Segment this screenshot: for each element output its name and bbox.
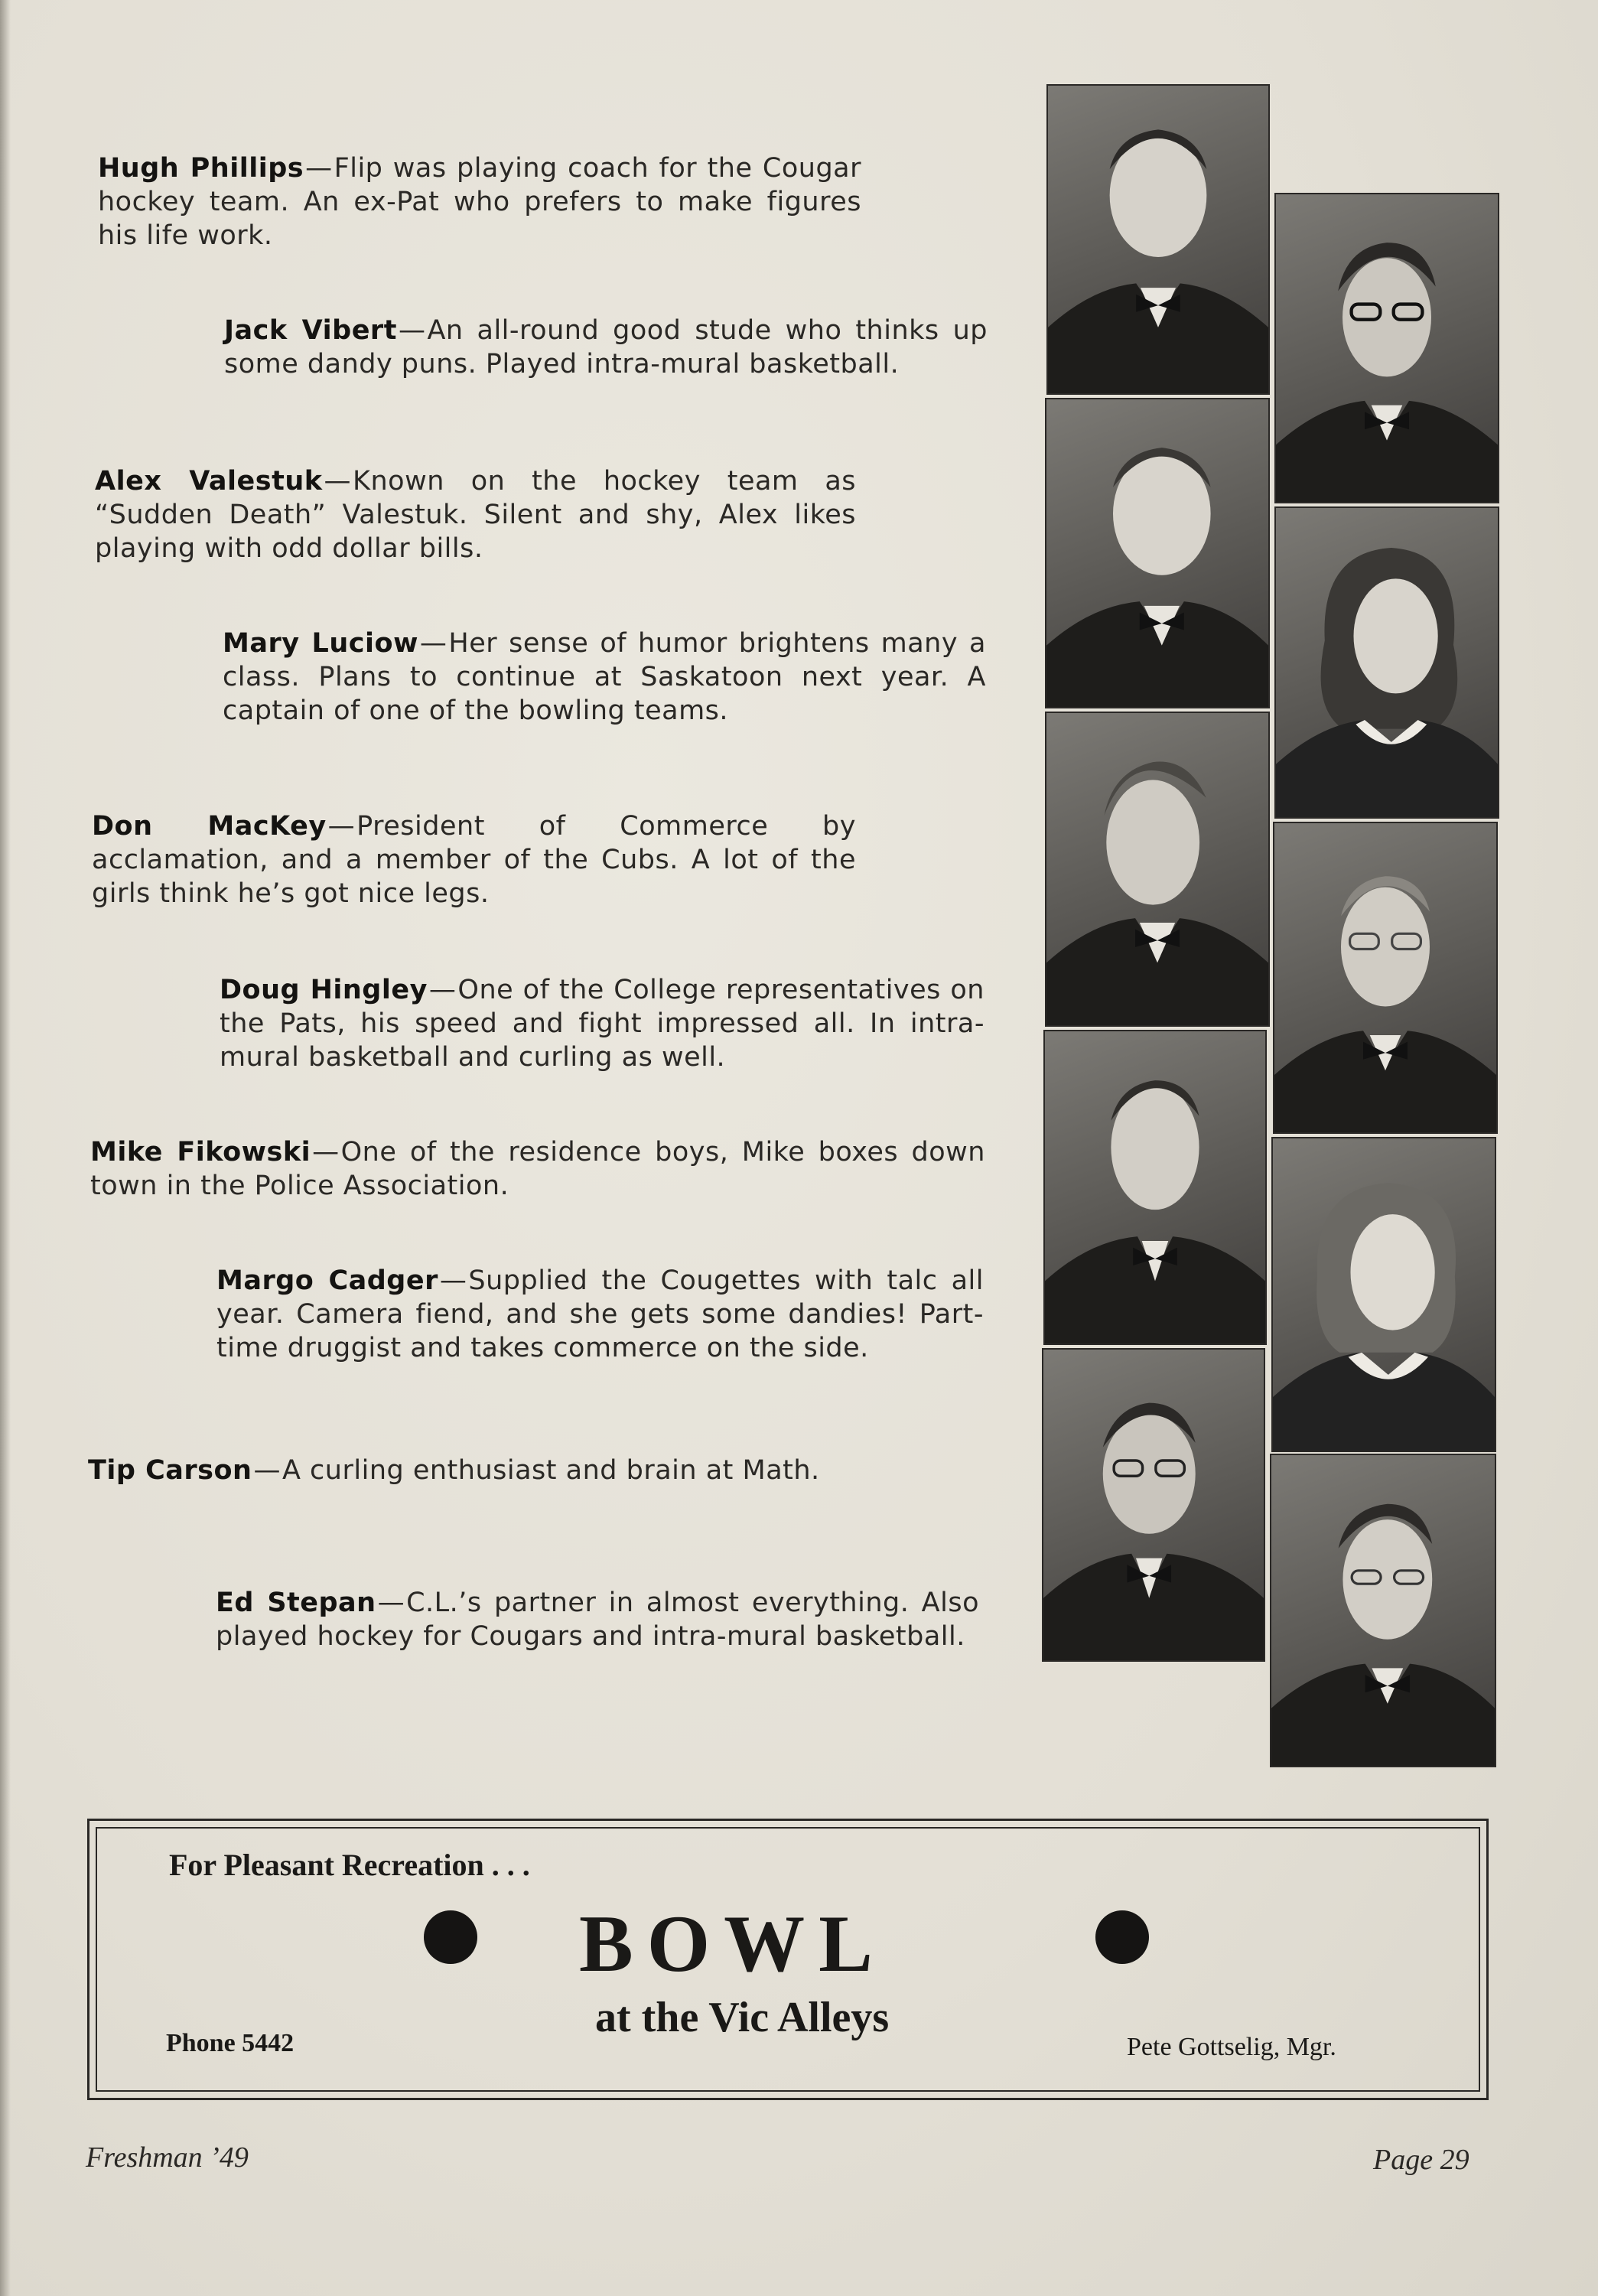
entry-name: Doug Hingley <box>220 975 428 1005</box>
entry-name: Hugh Phillips <box>98 153 304 184</box>
page-number: Page 29 <box>1373 2144 1469 2176</box>
entry-text: Known on the hockey team as “Sudden Death” Valestuk. Silent and shy, Alex likes playing with odd dollar bills. <box>95 466 856 564</box>
ad-phone: Phone 5442 <box>166 2029 295 2057</box>
bowling-advertisement <box>87 1819 1489 2100</box>
entry-name: Mary Luciow <box>223 628 418 659</box>
entry-text: C.L.’s partner in almost everything. Also played hockey for Cougars and intra-mural basketball. <box>216 1588 979 1652</box>
footer-left: Freshman ’49 <box>86 2141 249 2174</box>
entry-name: Margo Cadger <box>216 1265 438 1296</box>
ad-subline: at the Vic Alleys <box>595 1994 890 2041</box>
entry-text: Supplied the Cougettes with talc all year. Camera fiend, and she gets some dandies! Part-time druggist and takes commerce on the side. <box>216 1265 984 1363</box>
entry-text: One of the residence boys, Mike boxes down town in the Police Association. <box>90 1137 985 1201</box>
portrait-margo-cadger <box>1271 1137 1496 1452</box>
entry-text: President of Commerce by acclamation, and a member of the Cubs. A lot of the girls think he’s got nice legs. <box>92 811 856 909</box>
ad-tagline: For Pleasant Recreation . . . <box>169 1848 530 1882</box>
portrait-ed-stepan <box>1270 1454 1496 1767</box>
entry-text: Flip was playing coach for the Cougar hockey team. An ex-Pat who prefers to make figures his life work. <box>98 153 861 251</box>
portrait-tip-carson <box>1042 1348 1265 1662</box>
entry-jack-vibert: Jack Vibert—An all-round good stude who thinks up some dandy puns. Played intra-mural basketball. <box>224 315 988 379</box>
entry-ed-stepan: Ed Stepan—C.L.’s partner in almost everything. Also played hockey for Cougars and intra-mural basketball. <box>216 1588 979 1652</box>
portrait-jack-vibert <box>1274 193 1499 503</box>
entry-name: Don MacKey <box>92 811 327 842</box>
entry-name: Mike Fikowski <box>90 1137 311 1168</box>
entry-text: Her sense of humor brightens many a class. Plans to continue at Saskatoon next year. A captain of one of the bowling teams. <box>223 628 986 726</box>
entry-text: One of the College representatives on the Pats, his speed and fight impressed all. In intra-mural basketball and curling as well. <box>220 975 985 1073</box>
portrait-alex-valestuk <box>1045 398 1270 708</box>
ad-manager: Pete Gottselig, Mgr. <box>1127 2033 1336 2061</box>
portrait-don-mackey <box>1045 712 1270 1027</box>
portrait-doug-hingley <box>1273 822 1498 1134</box>
bullet-dot-right <box>1095 1910 1149 1964</box>
entry-don-mackey: Don MacKey—President of Commerce by acclamation, and a member of the Cubs. A lot of the girls think he’s got nice legs. <box>92 811 856 909</box>
portrait-mike-fikowski <box>1043 1030 1267 1345</box>
entry-mike-fikowski: Mike Fikowski—One of the residence boys, Mike boxes down town in the Police Association. <box>90 1137 985 1201</box>
bullet-dot-left <box>424 1910 477 1964</box>
entry-name: Alex Valestuk <box>95 466 323 497</box>
entry-name: Ed Stepan <box>216 1588 376 1618</box>
entry-mary-luciow: Mary Luciow—Her sense of humor brightens many a class. Plans to continue at Saskatoon next year. A captain of one of the bowling teams. <box>223 628 986 726</box>
entry-text: A curling enthusiast and brain at Math. <box>282 1455 820 1486</box>
entry-tip-carson: Tip Carson—A curling enthusiast and brain at Math. <box>88 1455 820 1486</box>
entry-name: Tip Carson <box>88 1455 252 1486</box>
entry-hugh-phillips: Hugh Phillips—Flip was playing coach for the Cougar hockey team. An ex-Pat who prefers to make figures his life work. <box>98 153 861 251</box>
portrait-mary-luciow <box>1274 506 1499 819</box>
entry-alex-valestuk: Alex Valestuk—Known on the hockey team as “Sudden Death” Valestuk. Silent and shy, Alex likes playing with odd dollar bills. <box>95 466 856 564</box>
entry-name: Jack Vibert <box>224 315 397 346</box>
entry-doug-hingley: Doug Hingley—One of the College representatives on the Pats, his speed and fight impressed all. In intra-mural basketball and curling as well. <box>220 975 985 1073</box>
spine-shadow <box>0 0 11 2296</box>
entry-text: An all-round good stude who thinks up some dandy puns. Played intra-mural basketball. <box>224 315 988 379</box>
ad-headline: BOWL <box>579 1899 887 1988</box>
portrait-hugh-phillips <box>1046 84 1270 395</box>
entry-margo-cadger: Margo Cadger—Supplied the Cougettes with talc all year. Camera fiend, and she gets some dandies! Part-time druggist and takes commerce on the side. <box>216 1265 984 1363</box>
